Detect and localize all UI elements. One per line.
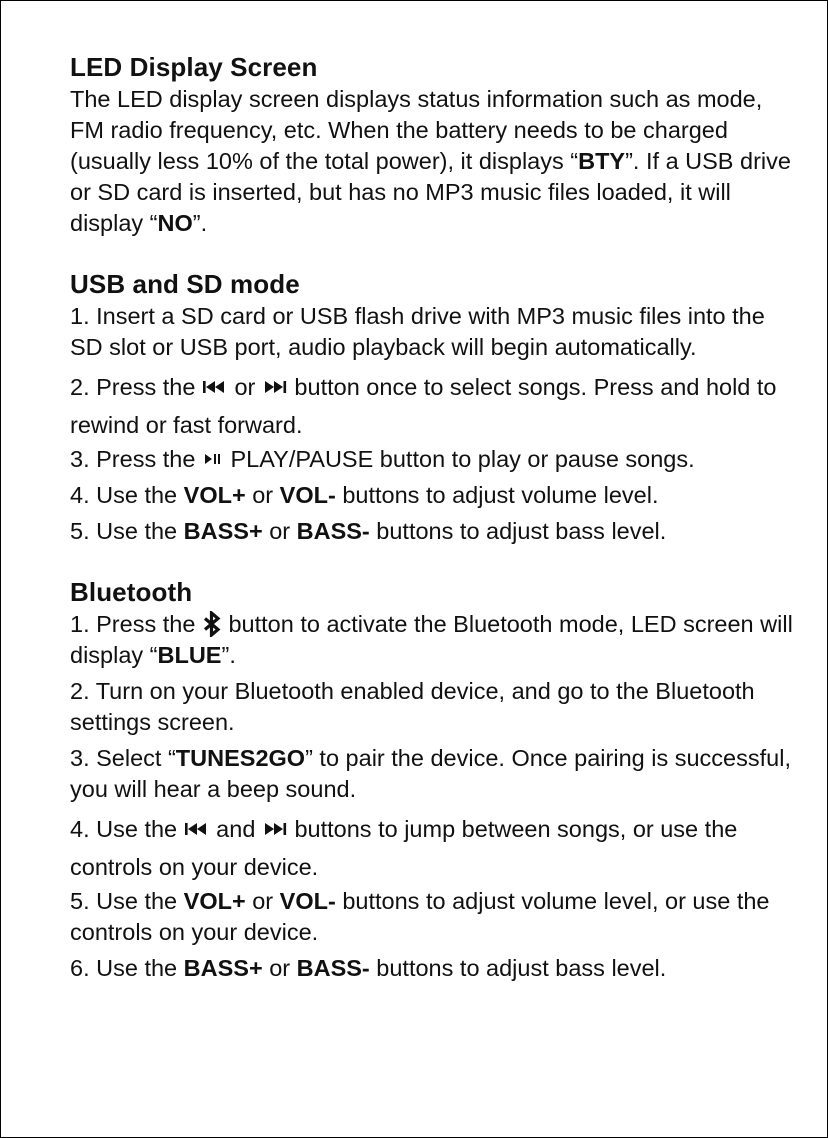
blue-code: BLUE [157,642,222,668]
usb-step-3-text-b: PLAY/PAUSE button to play or pause songs. [223,446,695,472]
bt-step-4-text-a: 4. Use the [70,816,184,842]
bluetooth-section [70,576,795,984]
bt-step-6-text-b: buttons to adjust bass level. [369,955,667,981]
bt-step-4 [70,810,795,886]
bty-code: BTY [578,148,626,174]
bt-step-1-text-c: ”. [221,642,236,668]
bt-step-5 [70,886,795,948]
led-text-3: ”. [192,210,208,236]
vol-plus-label: VOL+ [183,888,246,914]
bass-minus-label: BASS- [296,955,370,981]
vol-minus-label: VOL- [279,888,336,914]
play-pause-icon [202,452,224,466]
bt-step-3-text-a: 3. Select “ [70,745,176,771]
bt-step-5-text-a: 5. Use the [70,888,184,914]
led-text-1: The LED display screen displays status information such as mode, FM radio frequency, etc. When the battery needs to be charged (usually less 10% of the total power), it displays “ [70,86,763,174]
usb-step-2-or: or [227,374,262,400]
bt-step-6 [70,953,795,984]
led-display-heading: LED Display Screen [70,52,318,82]
tunes2go-name: TUNES2GO [175,745,306,771]
previous-track-icon [184,822,210,836]
bt-step-1-text-b: button to activate the Bluetooth mode, LED screen will display “ [70,611,793,668]
bt-step-4-text-b: buttons to jump between songs, or use the controls on your device. [70,816,738,880]
usb-step-5-text-b: buttons to adjust bass level. [369,518,667,544]
no-code: NO [157,210,193,236]
usb-step-2 [70,368,795,444]
bt-step-2: 2. Turn on your Bluetooth enabled device, and go to the Bluetooth settings screen. [70,678,755,735]
usb-step-5 [70,516,795,547]
usb-sd-heading: USB and SD mode [70,269,300,299]
usb-step-4-text-a: 4. Use the [70,482,184,508]
bass-plus-label: BASS+ [183,518,263,544]
next-track-icon [262,380,288,394]
usb-step-5-text-a: 5. Use the [70,518,184,544]
next-track-icon [262,822,288,836]
bt-step-6-text-a: 6. Use the [70,955,184,981]
bt-step-1 [70,609,795,671]
bass-minus-label: BASS- [296,518,370,544]
bt-step-4-and: and [209,816,262,842]
led-text-2: ”. If a USB drive or SD card is inserted, but has no MP3 music files loaded, it will display “ [70,148,791,236]
vol-minus-label: VOL- [279,482,336,508]
usb-sd-section [70,268,795,547]
led-display-paragraph [70,84,795,239]
usb-step-4-text-b: buttons to adjust volume level. [335,482,659,508]
bass-plus-label: BASS+ [183,955,263,981]
usb-step-2-text-a: 2. Press the [70,374,202,400]
bt-step-5-or: or [245,888,280,914]
bt-step-5-text-b: buttons to adjust volume level, or use the controls on your device. [70,888,770,945]
bt-step-3 [70,743,795,805]
usb-step-5-or: or [262,518,297,544]
bluetooth-icon [202,611,222,637]
bt-step-1-text-a: 1. Press the [70,611,202,637]
led-display-section [70,51,795,239]
bt-step-6-or: or [262,955,297,981]
bluetooth-heading: Bluetooth [70,577,193,607]
usb-step-1: 1. Insert a SD card or USB flash drive with MP3 music files into the SD slot or USB port, audio playback will begin automatically. [70,303,765,360]
manual-content [70,51,795,989]
usb-step-3 [70,444,795,475]
usb-step-4-or: or [245,482,280,508]
usb-step-3-text-a: 3. Press the [70,446,202,472]
usb-step-4 [70,480,795,511]
vol-plus-label: VOL+ [183,482,246,508]
bt-step-3-text-b: ” to pair the device. Once pairing is successful, you will hear a beep sound. [70,745,791,802]
previous-track-icon [202,380,228,394]
usb-step-2-text-b: button once to select songs. Press and hold to rewind or fast forward. [70,374,777,438]
